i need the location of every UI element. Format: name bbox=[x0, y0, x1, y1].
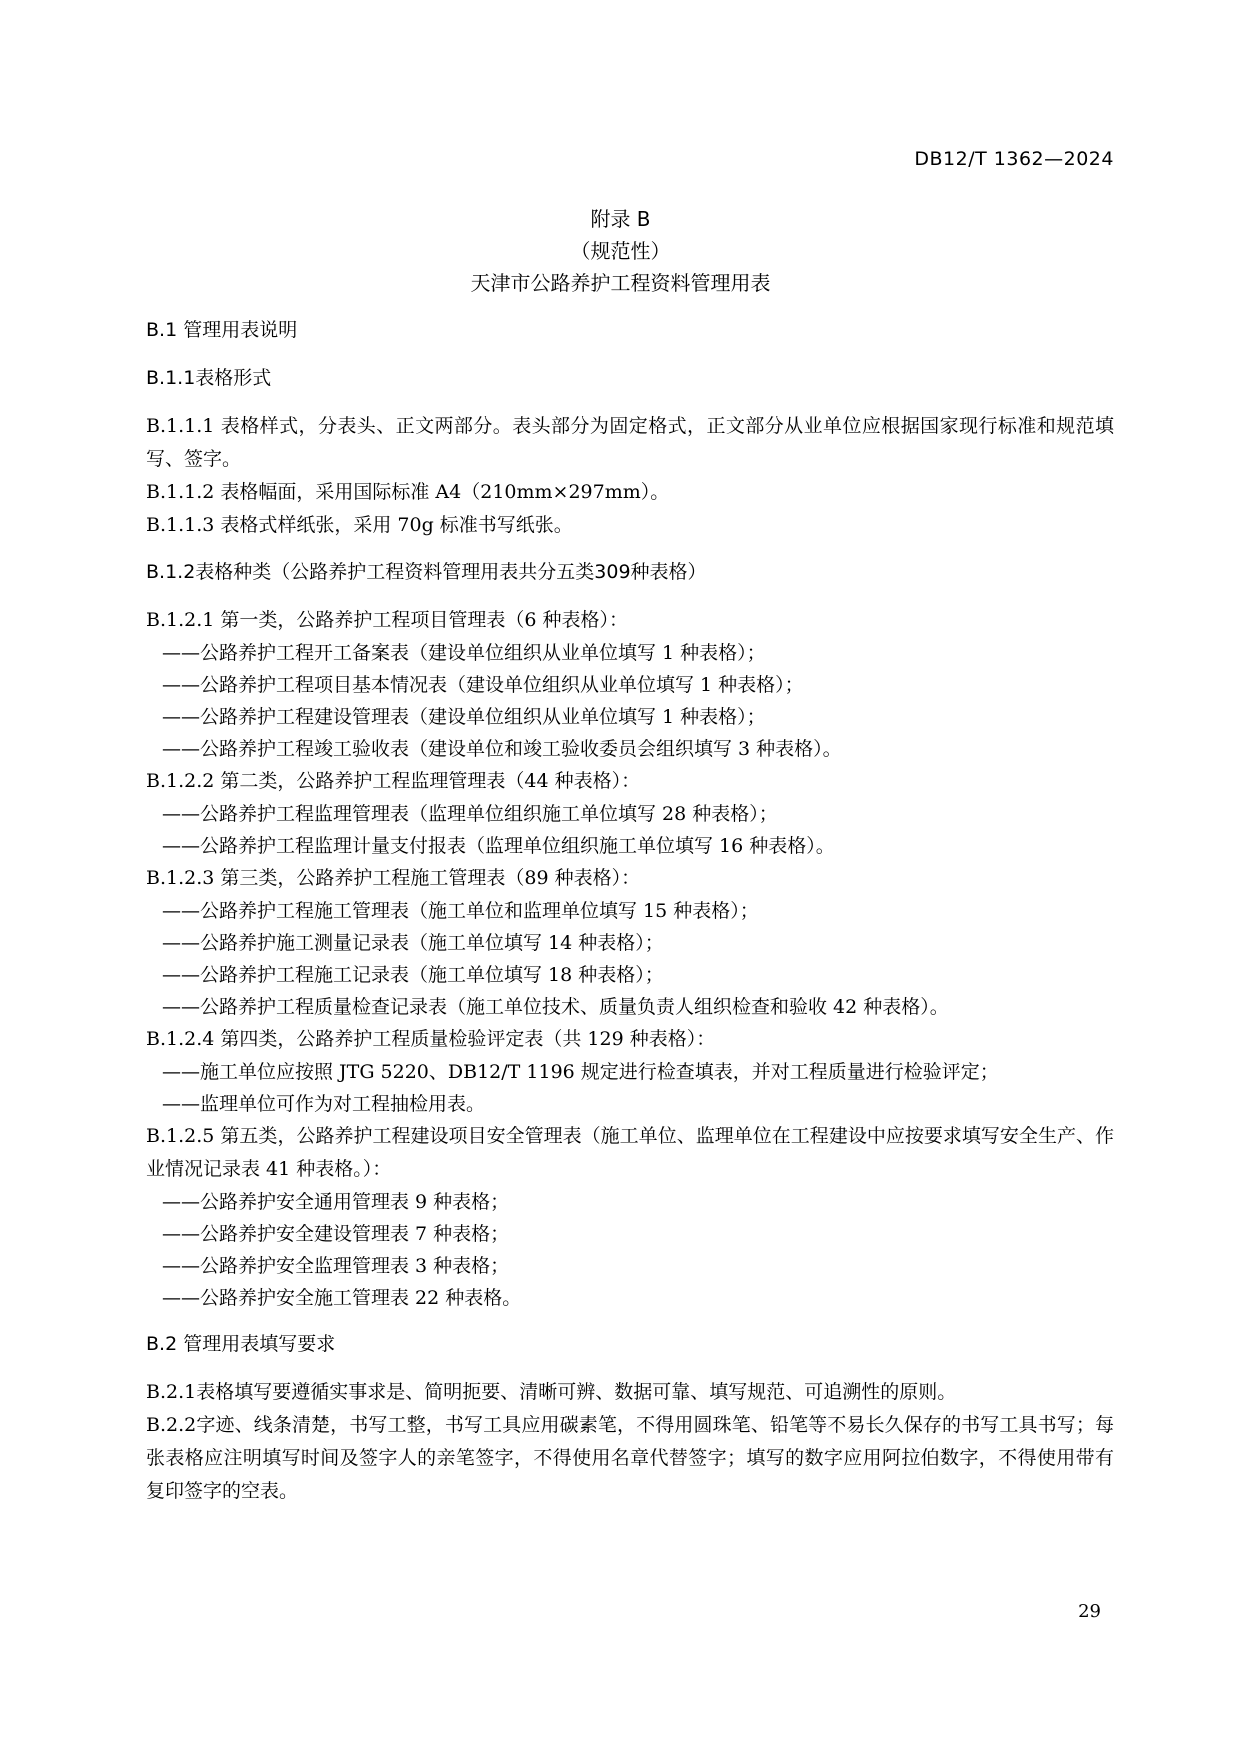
paragraph-b121: B.1.2.1 第一类，公路养护工程项目管理表（6 种表格）： bbox=[146, 609, 629, 631]
list-item: ——公路养护工程项目基本情况表（建设单位组织从业单位填写 1 种表格）； bbox=[162, 674, 804, 696]
appendix-label: 附录 B bbox=[590, 207, 651, 231]
appendix-nature: （规范性） bbox=[570, 239, 671, 263]
appendix-heading bbox=[0, 203, 1241, 299]
list-item: ——公路养护安全施工管理表 22 种表格。 bbox=[162, 1287, 522, 1309]
list-item: ——公路养护安全监理管理表 3 种表格； bbox=[162, 1255, 510, 1277]
page-number: 29 bbox=[1078, 1601, 1101, 1622]
list-item: ——公路养护工程监理管理表（监理单位组织施工单位填写 28 种表格）； bbox=[162, 803, 778, 825]
list-item: ——施工单位应按照 JTG 5220、DB12/T 1196 规定进行检查填表，并对工程质量进行检验评定； bbox=[162, 1061, 999, 1083]
paragraph-b125: B.1.2.5 第五类，公路养护工程建设项目安全管理表（施工单位、监理单位在工程建设中应按要求填写安全生产、作业情况记录表 41 种表格。）： bbox=[146, 1125, 1114, 1180]
list-item: ——公路养护工程施工管理表（施工单位和监理单位填写 15 种表格）； bbox=[162, 900, 759, 922]
list-item: ——公路养护工程监理计量支付报表（监理单位组织施工单位填写 16 种表格）。 bbox=[162, 835, 835, 857]
list-item: ——监理单位可作为对工程抽检用表。 bbox=[162, 1093, 486, 1115]
list-item: ——公路养护工程竣工验收表（建设单位和竣工验收委员会组织填写 3 种表格）。 bbox=[162, 738, 842, 760]
list-item: ——公路养护工程质量检查记录表（施工单位技术、质量负责人组织检查和验收 42 种表格）。 bbox=[162, 996, 949, 1018]
list-item: ——公路养护安全通用管理表 9 种表格； bbox=[162, 1191, 510, 1213]
section-heading-b1: B.1 管理用表说明 bbox=[146, 319, 298, 341]
list-item: ——公路养护工程建设管理表（建设单位组织从业单位填写 1 种表格）； bbox=[162, 706, 766, 728]
document-body bbox=[146, 314, 1114, 1508]
paragraph-b112: B.1.1.2 表格幅面，采用国际标准 A4（210mm×297mm）。 bbox=[146, 481, 670, 503]
paragraph-b22: B.2.2字迹、线条清楚，书写工整，书写工具应用碳素笔，不得用圆珠笔、铅笔等不易长久保存的书写工具书写；每张表格应注明填写时间及签字人的亲笔签字，不得使用名章代替签字；填写的数字应用阿拉伯数字，不得使用带有复印签字的空表。 bbox=[146, 1414, 1114, 1502]
paragraph-b111: B.1.1.1 表格样式，分表头、正文两部分。表头部分为固定格式，正文部分从业单位应根据国家现行标准和规范填写、签字。 bbox=[146, 415, 1114, 470]
document-code: DB12/T 1362—2024 bbox=[914, 148, 1114, 170]
list-item: ——公路养护工程开工备案表（建设单位组织从业单位填写 1 种表格）； bbox=[162, 642, 766, 664]
list-item: ——公路养护工程施工记录表（施工单位填写 18 种表格）； bbox=[162, 964, 664, 986]
list-item: ——公路养护施工测量记录表（施工单位填写 14 种表格）； bbox=[162, 932, 664, 954]
section-heading-b11: B.1.1表格形式 bbox=[146, 367, 272, 389]
section-heading-b12: B.1.2表格种类（公路养护工程资料管理用表共分五类309种表格） bbox=[146, 561, 707, 583]
paragraph-b113: B.1.1.3 表格式样纸张，采用 70g 标准书写纸张。 bbox=[146, 514, 573, 536]
paragraph-b21: B.2.1表格填写要遵循实事求是、简明扼要、清晰可辨、数据可靠、填写规范、可追溯性的原则。 bbox=[146, 1381, 957, 1403]
section-heading-b2: B.2 管理用表填写要求 bbox=[146, 1333, 336, 1355]
paragraph-b123: B.1.2.3 第三类，公路养护工程施工管理表（89 种表格）： bbox=[146, 867, 641, 889]
paragraph-b124: B.1.2.4 第四类，公路养护工程质量检验评定表（共 129 种表格）： bbox=[146, 1028, 716, 1050]
appendix-title: 天津市公路养护工程资料管理用表 bbox=[470, 271, 771, 295]
paragraph-b122: B.1.2.2 第二类，公路养护工程监理管理表（44 种表格）： bbox=[146, 770, 641, 792]
list-item: ——公路养护安全建设管理表 7 种表格； bbox=[162, 1223, 510, 1245]
